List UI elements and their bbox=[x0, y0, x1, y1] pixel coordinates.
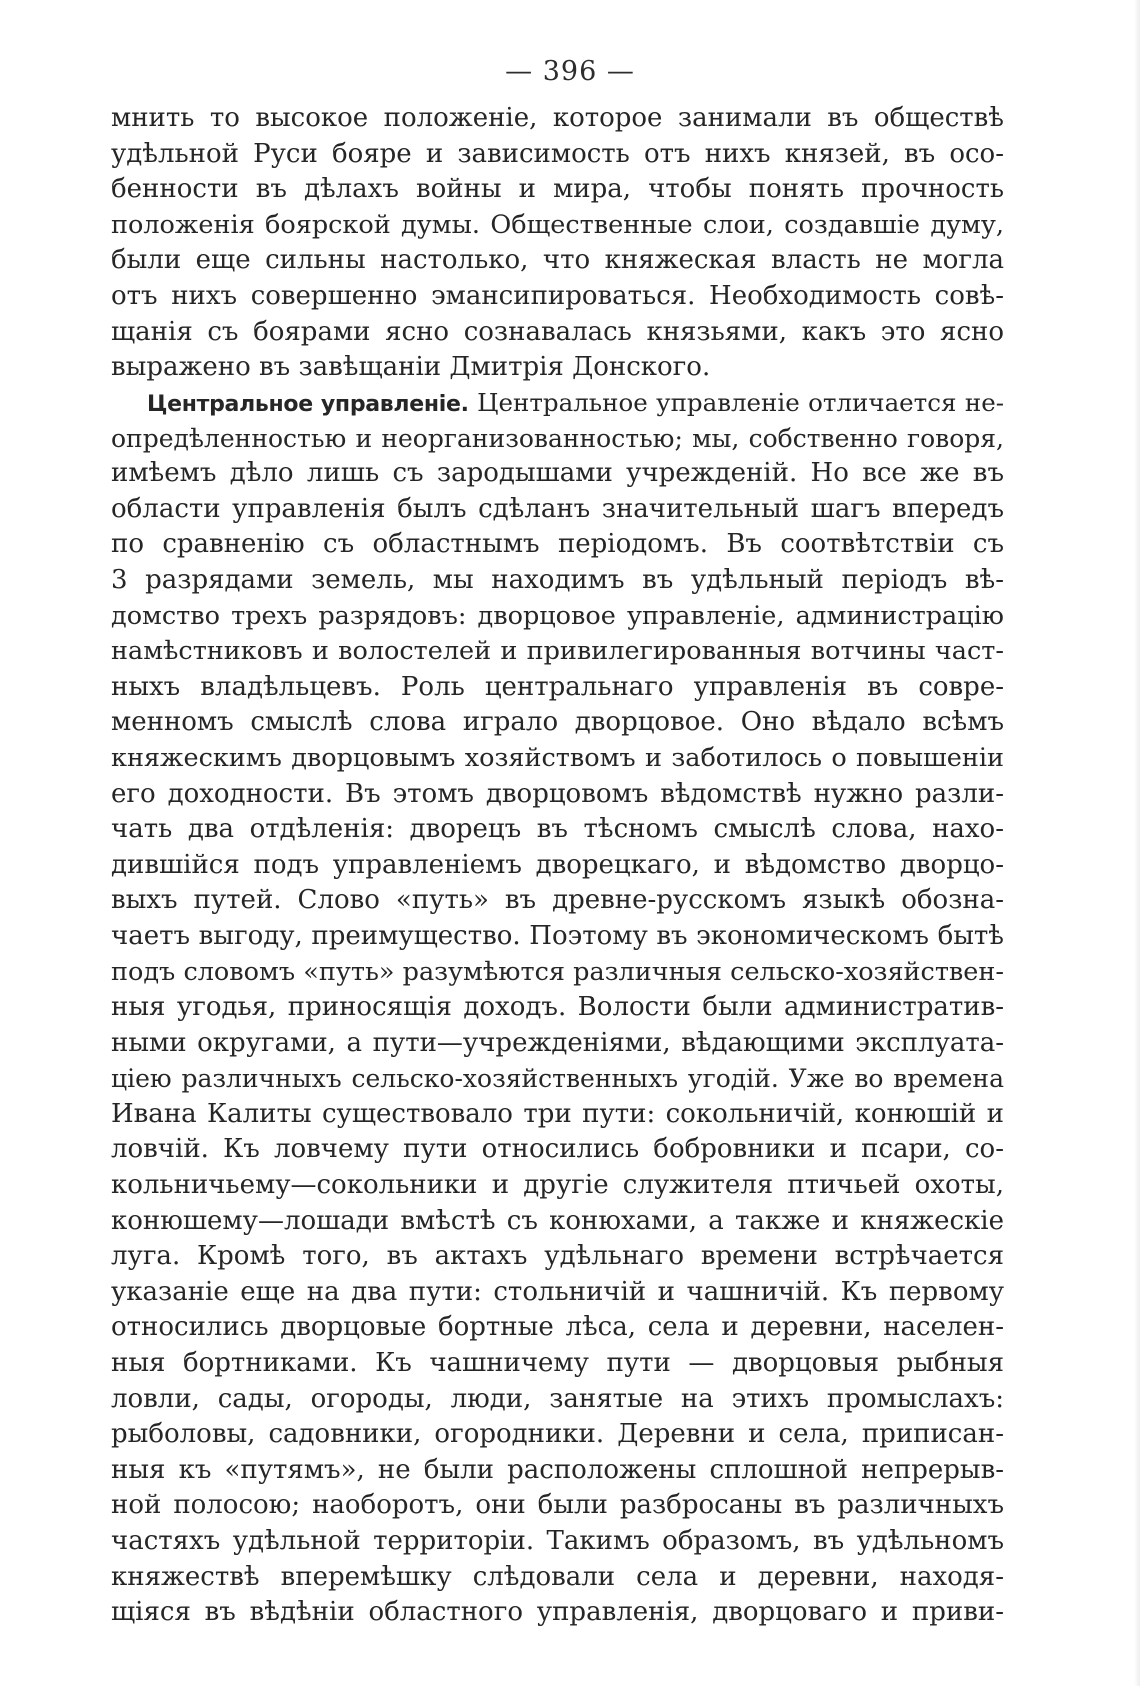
text-line: указаніе еще на два пути: стольничій и чашничій. Къ первому bbox=[111, 1276, 1004, 1307]
text-line: мнить то высокое положеніе, которое занимали въ обществѣ bbox=[111, 103, 1004, 133]
text-line: выхъ путей. Слово «путь» въ древне-русскомъ языкѣ обозна- bbox=[111, 885, 1004, 916]
text-line: ціею различныхъ сельско-хозяйственныхъ угодій. Уже во времена bbox=[111, 1064, 1004, 1094]
text-line: чаетъ выгоду, преимущество. Поэтому въ экономическомъ бытѣ bbox=[111, 920, 1004, 951]
text-line: луга. Кромѣ того, въ актахъ удѣльнаго времени встрѣчается bbox=[111, 1241, 1004, 1272]
text-line: щіяся въ вѣдѣніи областного управленія, дворцоваго и приви- bbox=[111, 1597, 1004, 1628]
text-line: рыболовы, садовники, огородники. Деревни и села, приписан- bbox=[111, 1419, 1004, 1450]
text-line: Ивана Калиты существовало три пути: сокольничій, конюшій и bbox=[111, 1098, 1004, 1129]
text-line: ныя къ «путямъ», не были расположены сплошной непрерыв- bbox=[111, 1454, 1004, 1485]
page-number-header: — 396 — bbox=[505, 56, 635, 87]
text-line: 3 разрядами земель, мы находимъ въ удѣльный періодъ вѣ- bbox=[111, 564, 1004, 595]
text-line: ловли, сады, огороды, люди, занятые на этихъ промыслахъ: bbox=[111, 1383, 1004, 1414]
text-line: княжествѣ вперемѣшку слѣдовали села и деревни, находя- bbox=[111, 1561, 1004, 1592]
text-line: отъ нихъ совершенно эмансипироваться. Необходимость совѣ- bbox=[111, 280, 1004, 311]
text-line: положенія боярской думы. Общественные слои, создавшіе думу, bbox=[111, 209, 1004, 240]
page-edge-shadow bbox=[1134, 0, 1140, 1686]
text-line: бенности въ дѣлахъ войны и мира, чтобы понять прочность bbox=[111, 174, 1004, 205]
text-line: чать два отдѣленія: дворецъ въ тѣсномъ смыслѣ слова, нахо- bbox=[111, 814, 1004, 845]
text-line: удѣльной Руси бояре и зависимость отъ нихъ князей, въ осо- bbox=[111, 138, 1004, 169]
text-line: щанія съ боярами ясно сознавалась князьями, какъ это ясно bbox=[111, 316, 1004, 347]
text-line: ными округами, а пути—учрежденіями, вѣдающими эксплуата- bbox=[111, 1027, 1004, 1058]
text-line: ловчій. Къ ловчему пути относились бобровники и псари, со- bbox=[111, 1134, 1004, 1165]
text-line: были еще сильны настолько, что княжеская власть не могла bbox=[111, 245, 1004, 276]
text-line-continuation: Центральное управленіе отличается не- bbox=[477, 388, 1004, 417]
text-line: подъ словомъ «путь» разумѣются различныя сельско-хозяйствен- bbox=[111, 956, 1004, 987]
text-line: менномъ смыслѣ слова играло дворцовое. Оно вѣдало всѣмъ bbox=[111, 707, 1004, 738]
paragraph-boyar-duma bbox=[111, 101, 1004, 386]
text-line: по сравненію съ областнымъ періодомъ. Въ соотвѣтствіи съ bbox=[111, 529, 1004, 560]
text-line: частяхъ удѣльной территоріи. Такимъ образомъ, въ удѣльномъ bbox=[111, 1526, 1004, 1556]
text-line: опредѣленностью и неорганизованностью; мы, собственно говоря, bbox=[111, 423, 1004, 453]
text-line: домство трехъ разрядовъ: дворцовое управленіе, администрацію bbox=[111, 600, 1004, 631]
text-line: выражено въ завѣщаніи Дмитрія Донского. bbox=[111, 352, 711, 383]
paragraph-central-administration bbox=[111, 385, 1004, 1631]
text-line: кольничьему—сокольники и другіе служителя птичьей охоты, bbox=[111, 1170, 1004, 1201]
text-line: ныя угодья, приносящія доходъ. Волости были административ- bbox=[111, 992, 1004, 1023]
text-line: конюшему—лошади вмѣстѣ съ конюхами, а также и княжескіе bbox=[111, 1205, 1004, 1236]
text-line: его доходности. Въ этомъ дворцовомъ вѣдомствѣ нужно разли- bbox=[111, 778, 1004, 809]
text-line-first bbox=[111, 385, 1004, 421]
text-line: области управленія былъ сдѣланъ значительный шагъ впередъ bbox=[111, 493, 1004, 524]
text-line: княжескимъ дворцовымъ хозяйствомъ и заботилось о повышеніи bbox=[111, 742, 1004, 773]
text-line: ныхъ владѣльцевъ. Роль центральнаго управленія въ совре- bbox=[111, 671, 1004, 702]
text-line: имѣемъ дѣло лишь съ зародышами учрежденій. Но все же въ bbox=[111, 458, 1004, 489]
text-line: намѣстниковъ и волостелей и привилегированныя вотчины част- bbox=[111, 636, 1004, 667]
text-line: относились дворцовые бортные лѣса, села и деревни, населен- bbox=[111, 1312, 1004, 1343]
text-line: ныя бортниками. Къ чашничему пути — дворцовыя рыбныя bbox=[111, 1348, 1004, 1379]
section-heading: Центральное управленіе. bbox=[147, 392, 469, 417]
text-line: дившійся подъ управленіемъ дворецкаго, и вѣдомство дворцо- bbox=[111, 849, 1004, 880]
text-line: ной полосою; наоборотъ, они были разбросаны въ различныхъ bbox=[111, 1490, 1004, 1521]
